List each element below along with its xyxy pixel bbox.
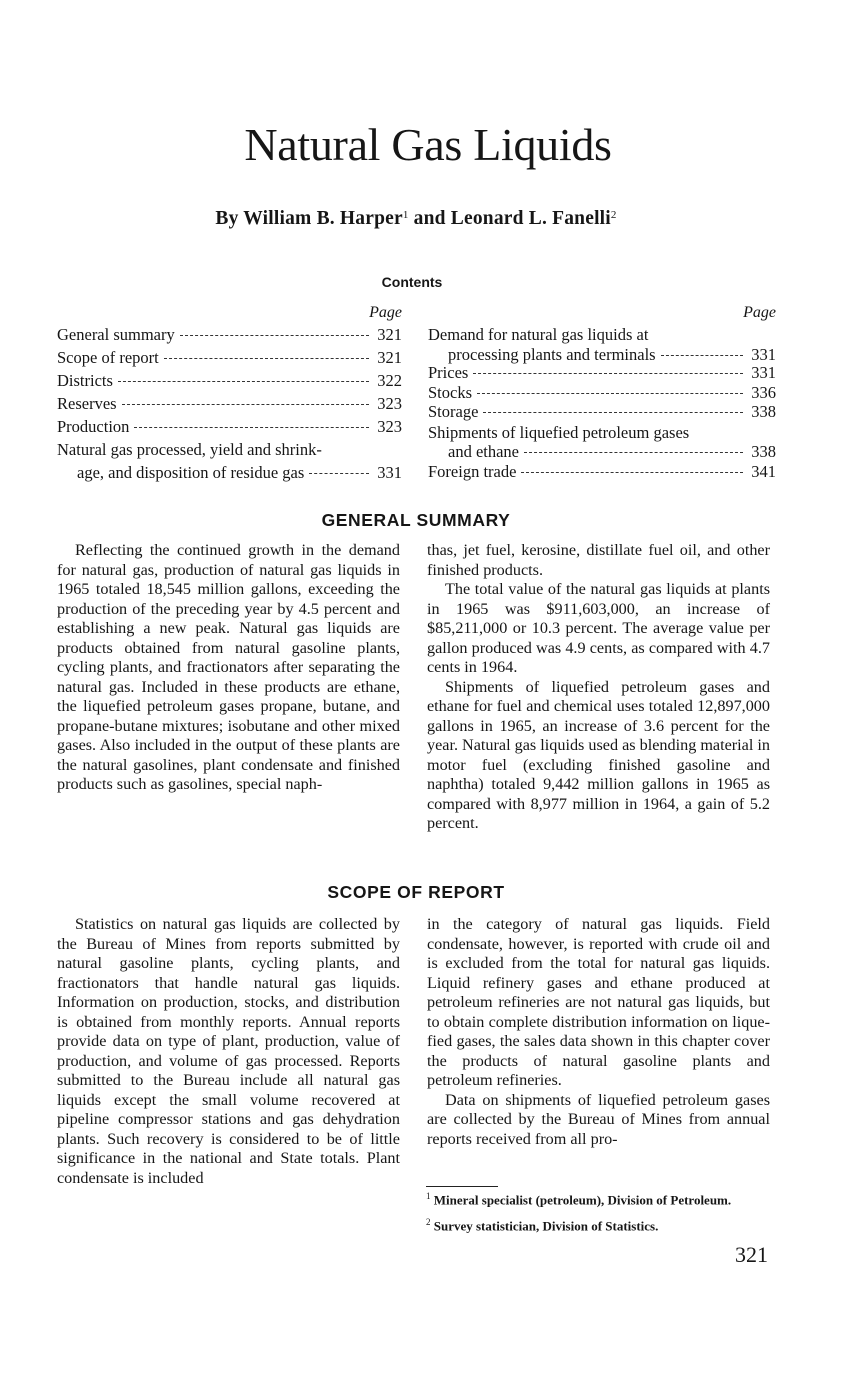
toc-entry-label: Storage xyxy=(428,402,479,421)
toc-entry-label: Shipments of liquefied petroleum gases xyxy=(428,422,690,442)
toc-leader xyxy=(483,412,743,413)
toc-entry-label-continued: age, and disposition of residue gas xyxy=(77,463,305,482)
paragraph: thas, jet fuel, kerosine, distillate fuel oil, and other finished products. xyxy=(427,541,770,579)
toc-leader xyxy=(661,355,743,356)
toc-leader xyxy=(164,358,369,359)
contents-left-column xyxy=(57,302,402,485)
toc-leader xyxy=(473,373,743,374)
toc-entry xyxy=(57,370,402,393)
toc-leader xyxy=(524,452,743,453)
page-number: 321 xyxy=(735,1242,768,1267)
toc-entry-label: Demand for natural gas liquids at xyxy=(428,325,649,344)
toc-entry-label: Reserves xyxy=(57,394,117,413)
footnote-text: Survey statistician, Division of Statistics. xyxy=(433,1218,659,1234)
toc-entry xyxy=(57,462,402,485)
toc-entry xyxy=(57,347,402,370)
toc-entry-page: 331 xyxy=(751,363,776,382)
toc-entry-page: 321 xyxy=(377,325,402,344)
contents-heading: Contents xyxy=(381,274,443,290)
contents-page-label: Page xyxy=(743,304,776,321)
paragraph: Reflecting the continued growth in the demand for natural gas, production of natural gas liquids in 1965 totaled 18,545 million gallons, exceeding the production of the preceding year by 4.5 percent and establishing a new peak. Natural gas liquids are products obtained from natural gasoline plants, cycling plants, and fractionators after separating the natural gas. Included in these products are ethane, the liquefied petroleum gases propane, butane, and propane-butane mixtures; isobutane and other mixed gases. Also included in the output of these plants are the natural gasolines, plant condensate and finished products such as gasolines, special naph- xyxy=(57,541,400,793)
toc-entry-page: 338 xyxy=(751,442,776,461)
toc-entry-label: Districts xyxy=(57,371,113,390)
toc-entry-label: Natural gas processed, yield and shrink- xyxy=(57,440,322,459)
author-2-footnote-mark: 2 xyxy=(610,209,617,221)
paragraph: Data on shipments of liquefied petroleum gases are collected by the Bureau of Mines from annual reports received from all pro- xyxy=(427,1090,770,1148)
toc-entry-label-continued: and ethane xyxy=(448,442,520,461)
toc-entry-label: Scope of report xyxy=(57,348,159,367)
toc-leader xyxy=(180,335,369,336)
footnote-2 xyxy=(426,1216,776,1232)
byline-prefix: By xyxy=(215,208,239,229)
toc-entry-label: General summary xyxy=(57,325,175,344)
paragraph: Shipments of liquefied petroleum gases and ethane for fuel and chemical uses totaled 12,897,000 gallons in 1965, an increase of 3.6 percent for the year. Natural gas liquids used as blending material in motor fuel (excluding finished gasoline and naphtha) totaled 9,442 million gallons in 1965 as compared with 8,977 million in 1964, a gain of 5.2 percent. xyxy=(427,677,770,832)
byline-connector: and xyxy=(413,208,446,229)
toc-entry-label-continued: processing plants and terminals xyxy=(448,344,656,364)
paragraph: in the category of natural gas liquids. Field condensate, however, is reported with crude oil and is excluded from the total for natural gas liquids. Liquid refinery gases and ethane produced at petroleum refineries are not natural gas liquids, but to obtain complete distribution information on liquefied gases, the sales data shown in this chapter cover the products of natural gasoline plants and petroleum refineries. xyxy=(427,915,770,1089)
toc-entry-page: 323 xyxy=(377,394,402,413)
toc-leader xyxy=(521,472,743,473)
footnote-rule xyxy=(426,1186,498,1187)
general-summary-left-column xyxy=(57,541,400,795)
toc-entry-page: 331 xyxy=(751,344,776,364)
toc-entry xyxy=(428,401,776,424)
toc-entry-page: 321 xyxy=(377,348,402,367)
general-summary-right-column xyxy=(427,541,770,834)
contents-page-label: Page xyxy=(369,304,402,321)
toc-entry-page: 322 xyxy=(377,371,402,390)
toc-entry-page: 336 xyxy=(751,382,776,402)
toc-leader xyxy=(122,404,369,405)
toc-entry-label: Foreign trade xyxy=(428,461,517,481)
footnote-mark: 2 xyxy=(426,1217,431,1227)
toc-leader xyxy=(477,393,743,394)
footnote-text: Mineral specialist (petroleum), Division of Petroleum. xyxy=(433,1192,732,1208)
paragraph: The total value of the natural gas liquids at plants in 1965 was $911,603,000, an increase of $85,211,000 or 10.3 percent. The average value per gallon produced was 4.9 cents, as compared with 4.7 cents in 1964. xyxy=(427,580,770,676)
toc-entry xyxy=(57,393,402,416)
toc-entry xyxy=(57,416,402,439)
section-heading-scope-of-report: SCOPE OF REPORT xyxy=(327,882,505,902)
section-heading-general-summary: GENERAL SUMMARY xyxy=(321,510,511,530)
toc-entry xyxy=(57,324,402,347)
toc-entry-page: 331 xyxy=(377,463,402,482)
toc-entry-page: 341 xyxy=(751,461,776,481)
toc-entry-label: Stocks xyxy=(428,382,473,402)
footnote-mark: 1 xyxy=(426,1191,431,1201)
author-1-footnote-mark: 1 xyxy=(402,209,409,221)
contents-right-column xyxy=(428,302,776,483)
page-title: Natural Gas Liquids xyxy=(244,119,612,170)
author-1: William B. Harper xyxy=(243,208,403,229)
scope-right-column xyxy=(427,915,770,1149)
toc-leader xyxy=(134,427,369,428)
toc-entry-label: Production xyxy=(57,417,130,436)
toc-entry xyxy=(428,461,776,484)
toc-entry-label: Prices xyxy=(428,363,469,382)
byline xyxy=(0,208,832,230)
scope-left-column xyxy=(57,915,400,1188)
footnote-1 xyxy=(426,1190,776,1206)
toc-entry-page: 338 xyxy=(751,402,776,421)
paragraph: Statistics on natural gas liquids are collected by the Bureau of Mines from reports submitted by natural gasoline plants, cycling plants, and fractionators that handle natural gas liquids. Information on production, stocks, and distribution is obtained from monthly reports. Annual reports provide data on type of plant, production, value of production, and volume of gas processed. Reports submitted to the Bureau include all natural gas liquids except the small volume recovered at pipeline compressor stations and gas dehydration plants. Such recovery is considered to be of little significance in the national and State totals. Plant condensate is included xyxy=(57,915,400,1187)
toc-leader xyxy=(309,473,369,474)
author-2: Leonard L. Fanelli xyxy=(450,208,611,229)
toc-leader xyxy=(118,381,369,382)
toc-entry-page: 323 xyxy=(377,417,402,436)
